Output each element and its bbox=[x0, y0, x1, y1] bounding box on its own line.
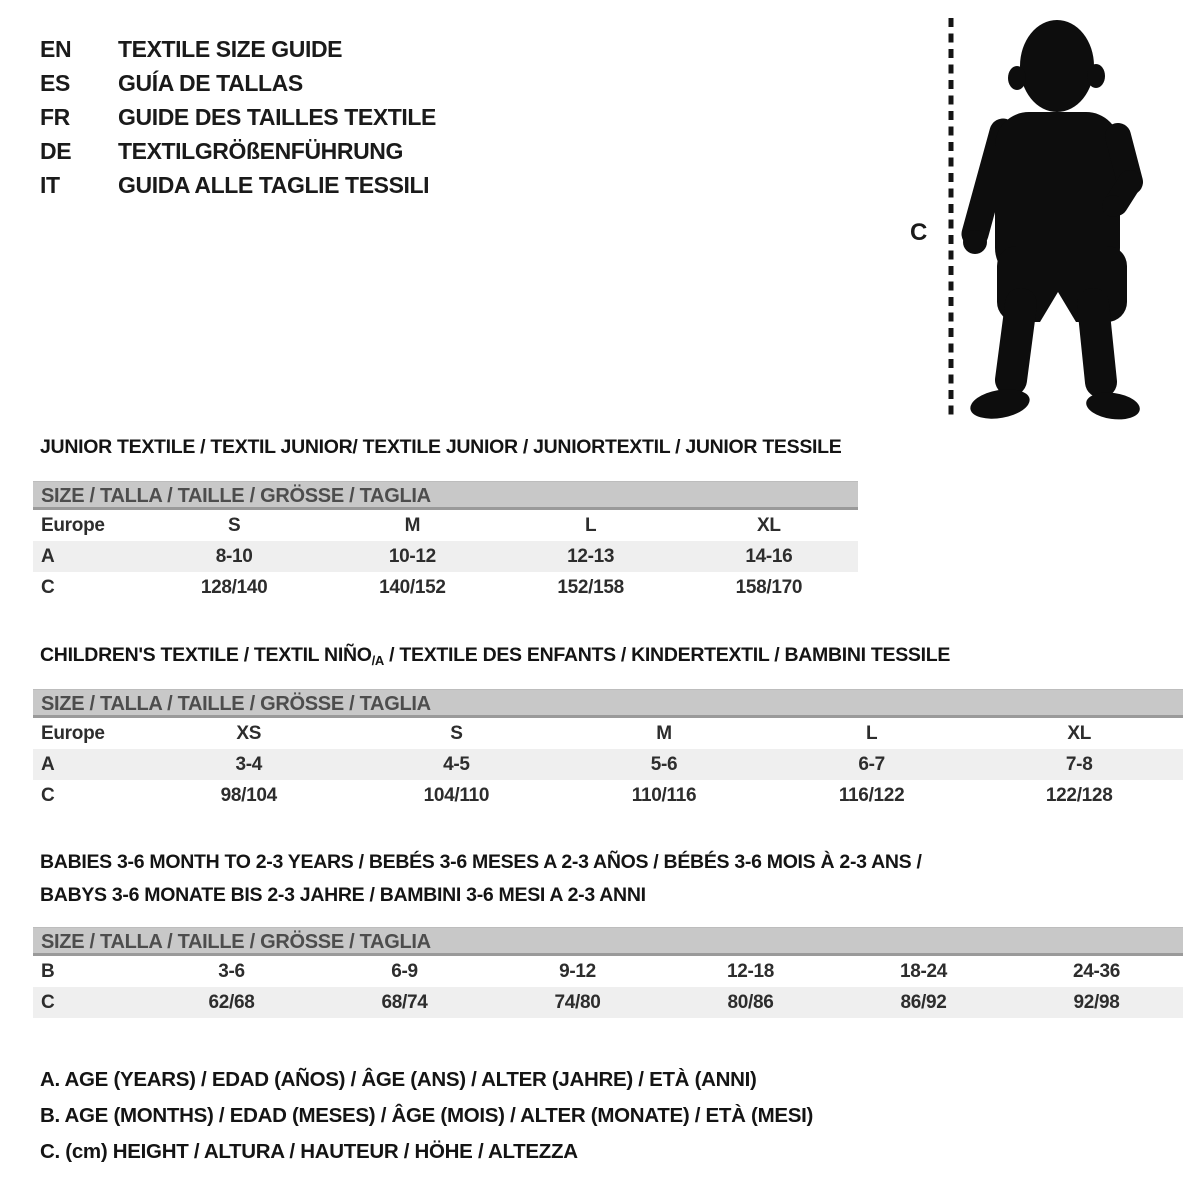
height-cell: 92/98 bbox=[1073, 991, 1120, 1013]
size-table-babies bbox=[33, 927, 1183, 1018]
height-cell: 128/140 bbox=[200, 576, 268, 598]
row-label: C bbox=[41, 991, 55, 1013]
age-cell: 12-13 bbox=[567, 545, 615, 567]
height-cell: 110/116 bbox=[631, 784, 697, 806]
age-cell: 3-4 bbox=[235, 753, 263, 775]
table-row-height bbox=[33, 572, 858, 603]
row-label: A bbox=[41, 545, 55, 567]
row-label: Europe bbox=[41, 514, 105, 536]
language-code: IT bbox=[40, 171, 60, 198]
legend bbox=[40, 1062, 813, 1170]
children-title-sub: /A bbox=[371, 653, 385, 668]
toddler-height-figure bbox=[900, 14, 1145, 426]
height-cell: 104/110 bbox=[423, 784, 490, 806]
age-cell: 8-10 bbox=[215, 545, 253, 567]
age-cell: 10-12 bbox=[388, 545, 436, 567]
language-title: GUÍA DE TALLAS bbox=[118, 69, 303, 96]
height-cell: 98/104 bbox=[220, 784, 277, 806]
language-row bbox=[40, 66, 436, 100]
age-cell: 6-7 bbox=[858, 753, 885, 775]
table-row-sizes bbox=[33, 718, 1183, 749]
size-table-children bbox=[33, 689, 1183, 811]
height-cell: 122/128 bbox=[1045, 784, 1113, 806]
size-cell: XS bbox=[236, 722, 262, 744]
age-cell: 4-5 bbox=[443, 753, 470, 775]
children-title-prefix: CHILDREN'S TEXTILE / TEXTIL NIÑO bbox=[40, 644, 372, 666]
table-row-height bbox=[33, 780, 1183, 811]
height-cell: 74/80 bbox=[554, 991, 601, 1013]
toddler-silhouette bbox=[963, 20, 1142, 423]
age-cell: 5-6 bbox=[650, 753, 678, 775]
language-code: DE bbox=[40, 137, 72, 164]
height-cell: 68/74 bbox=[381, 991, 428, 1013]
row-label: Europe bbox=[41, 722, 105, 744]
language-title: GUIDE DES TAILLES TEXTILE bbox=[118, 103, 436, 130]
table-row-months bbox=[33, 956, 1183, 987]
table-row-age bbox=[33, 749, 1183, 780]
legend-line-b: B. AGE (MONTHS) / EDAD (MESES) / ÂGE (MOIS) / ALTER (MONATE) / ETÀ (MESI) bbox=[40, 1104, 814, 1127]
size-cell: XL bbox=[757, 514, 781, 536]
table-row-sizes bbox=[33, 510, 858, 541]
age-cell: 7-8 bbox=[1065, 753, 1093, 775]
height-cell: 116/122 bbox=[838, 784, 905, 806]
language-row bbox=[40, 32, 436, 66]
size-header-bar: SIZE / TALLA / TAILLE / GRÖSSE / TAGLIA bbox=[33, 481, 858, 510]
language-code: EN bbox=[40, 35, 72, 62]
children-title-suffix: / TEXTILE DES ENFANTS / KINDERTEXTIL / BAMBINI TESSILE bbox=[384, 644, 951, 666]
size-table-junior bbox=[33, 481, 858, 603]
language-title: GUIDA ALLE TAGLIE TESSILI bbox=[118, 171, 430, 198]
height-cell: 62/68 bbox=[208, 991, 255, 1013]
height-cell: 80/86 bbox=[727, 991, 774, 1013]
language-title: TEXTILGRÖßENFÜHRUNG bbox=[118, 137, 403, 164]
row-label: C bbox=[41, 576, 55, 598]
months-cell: 24-36 bbox=[1072, 960, 1121, 982]
height-cell: 158/170 bbox=[735, 576, 803, 598]
size-cell: XL bbox=[1067, 722, 1092, 744]
size-cell: M bbox=[656, 722, 672, 744]
height-cell: 152/158 bbox=[557, 576, 624, 598]
language-row bbox=[40, 100, 436, 134]
size-cell: M bbox=[404, 514, 421, 536]
height-cell: 140/152 bbox=[379, 576, 446, 598]
section-title-children bbox=[40, 644, 950, 668]
table-row-age bbox=[33, 541, 858, 572]
months-cell: 9-12 bbox=[559, 960, 596, 982]
section-title-junior: JUNIOR TEXTILE / TEXTIL JUNIOR/ TEXTILE JUNIOR / JUNIORTEXTIL / JUNIOR TESSILE bbox=[40, 436, 842, 458]
height-cell: 86/92 bbox=[900, 991, 947, 1013]
size-cell: L bbox=[584, 514, 597, 536]
table-row-height bbox=[33, 987, 1183, 1018]
language-row bbox=[40, 168, 436, 202]
language-row bbox=[40, 134, 436, 168]
language-title: TEXTILE SIZE GUIDE bbox=[118, 35, 343, 62]
size-header-bar: SIZE / TALLA / TAILLE / GRÖSSE / TAGLIA bbox=[33, 689, 1183, 718]
legend-line-c: C. (cm) HEIGHT / ALTURA / HAUTEUR / HÖHE / ALTEZZA bbox=[40, 1140, 578, 1163]
row-label: C bbox=[41, 784, 55, 806]
age-cell: 14-16 bbox=[745, 545, 793, 567]
size-cell: L bbox=[865, 722, 878, 744]
months-cell: 12-18 bbox=[726, 960, 775, 982]
size-cell: S bbox=[227, 514, 241, 536]
figure-height-label: C bbox=[910, 219, 928, 246]
months-cell: 3-6 bbox=[218, 960, 245, 982]
babies-title-line-1: BABIES 3-6 MONTH TO 2-3 YEARS / BEBÉS 3-6 MESES A 2-3 AÑOS / BÉBÉS 3-6 MOIS À 2-3 ANS / bbox=[40, 851, 922, 873]
section-title-babies bbox=[40, 846, 922, 912]
language-list bbox=[40, 32, 436, 202]
months-cell: 6-9 bbox=[391, 960, 418, 982]
row-label: B bbox=[41, 960, 55, 982]
size-header-bar: SIZE / TALLA / TAILLE / GRÖSSE / TAGLIA bbox=[33, 927, 1183, 956]
row-label: A bbox=[41, 753, 55, 775]
legend-line-a: A. AGE (YEARS) / EDAD (AÑOS) / ÂGE (ANS) / ALTER (JAHRE) / ETÀ (ANNI) bbox=[40, 1068, 757, 1091]
language-code: ES bbox=[40, 69, 70, 96]
size-cell: S bbox=[450, 722, 463, 744]
babies-title-line-2: BABYS 3-6 MONATE BIS 2-3 JAHRE / BAMBINI 3-6 MESI A 2-3 ANNI bbox=[40, 884, 646, 906]
language-code: FR bbox=[40, 103, 70, 130]
months-cell: 18-24 bbox=[899, 960, 948, 982]
